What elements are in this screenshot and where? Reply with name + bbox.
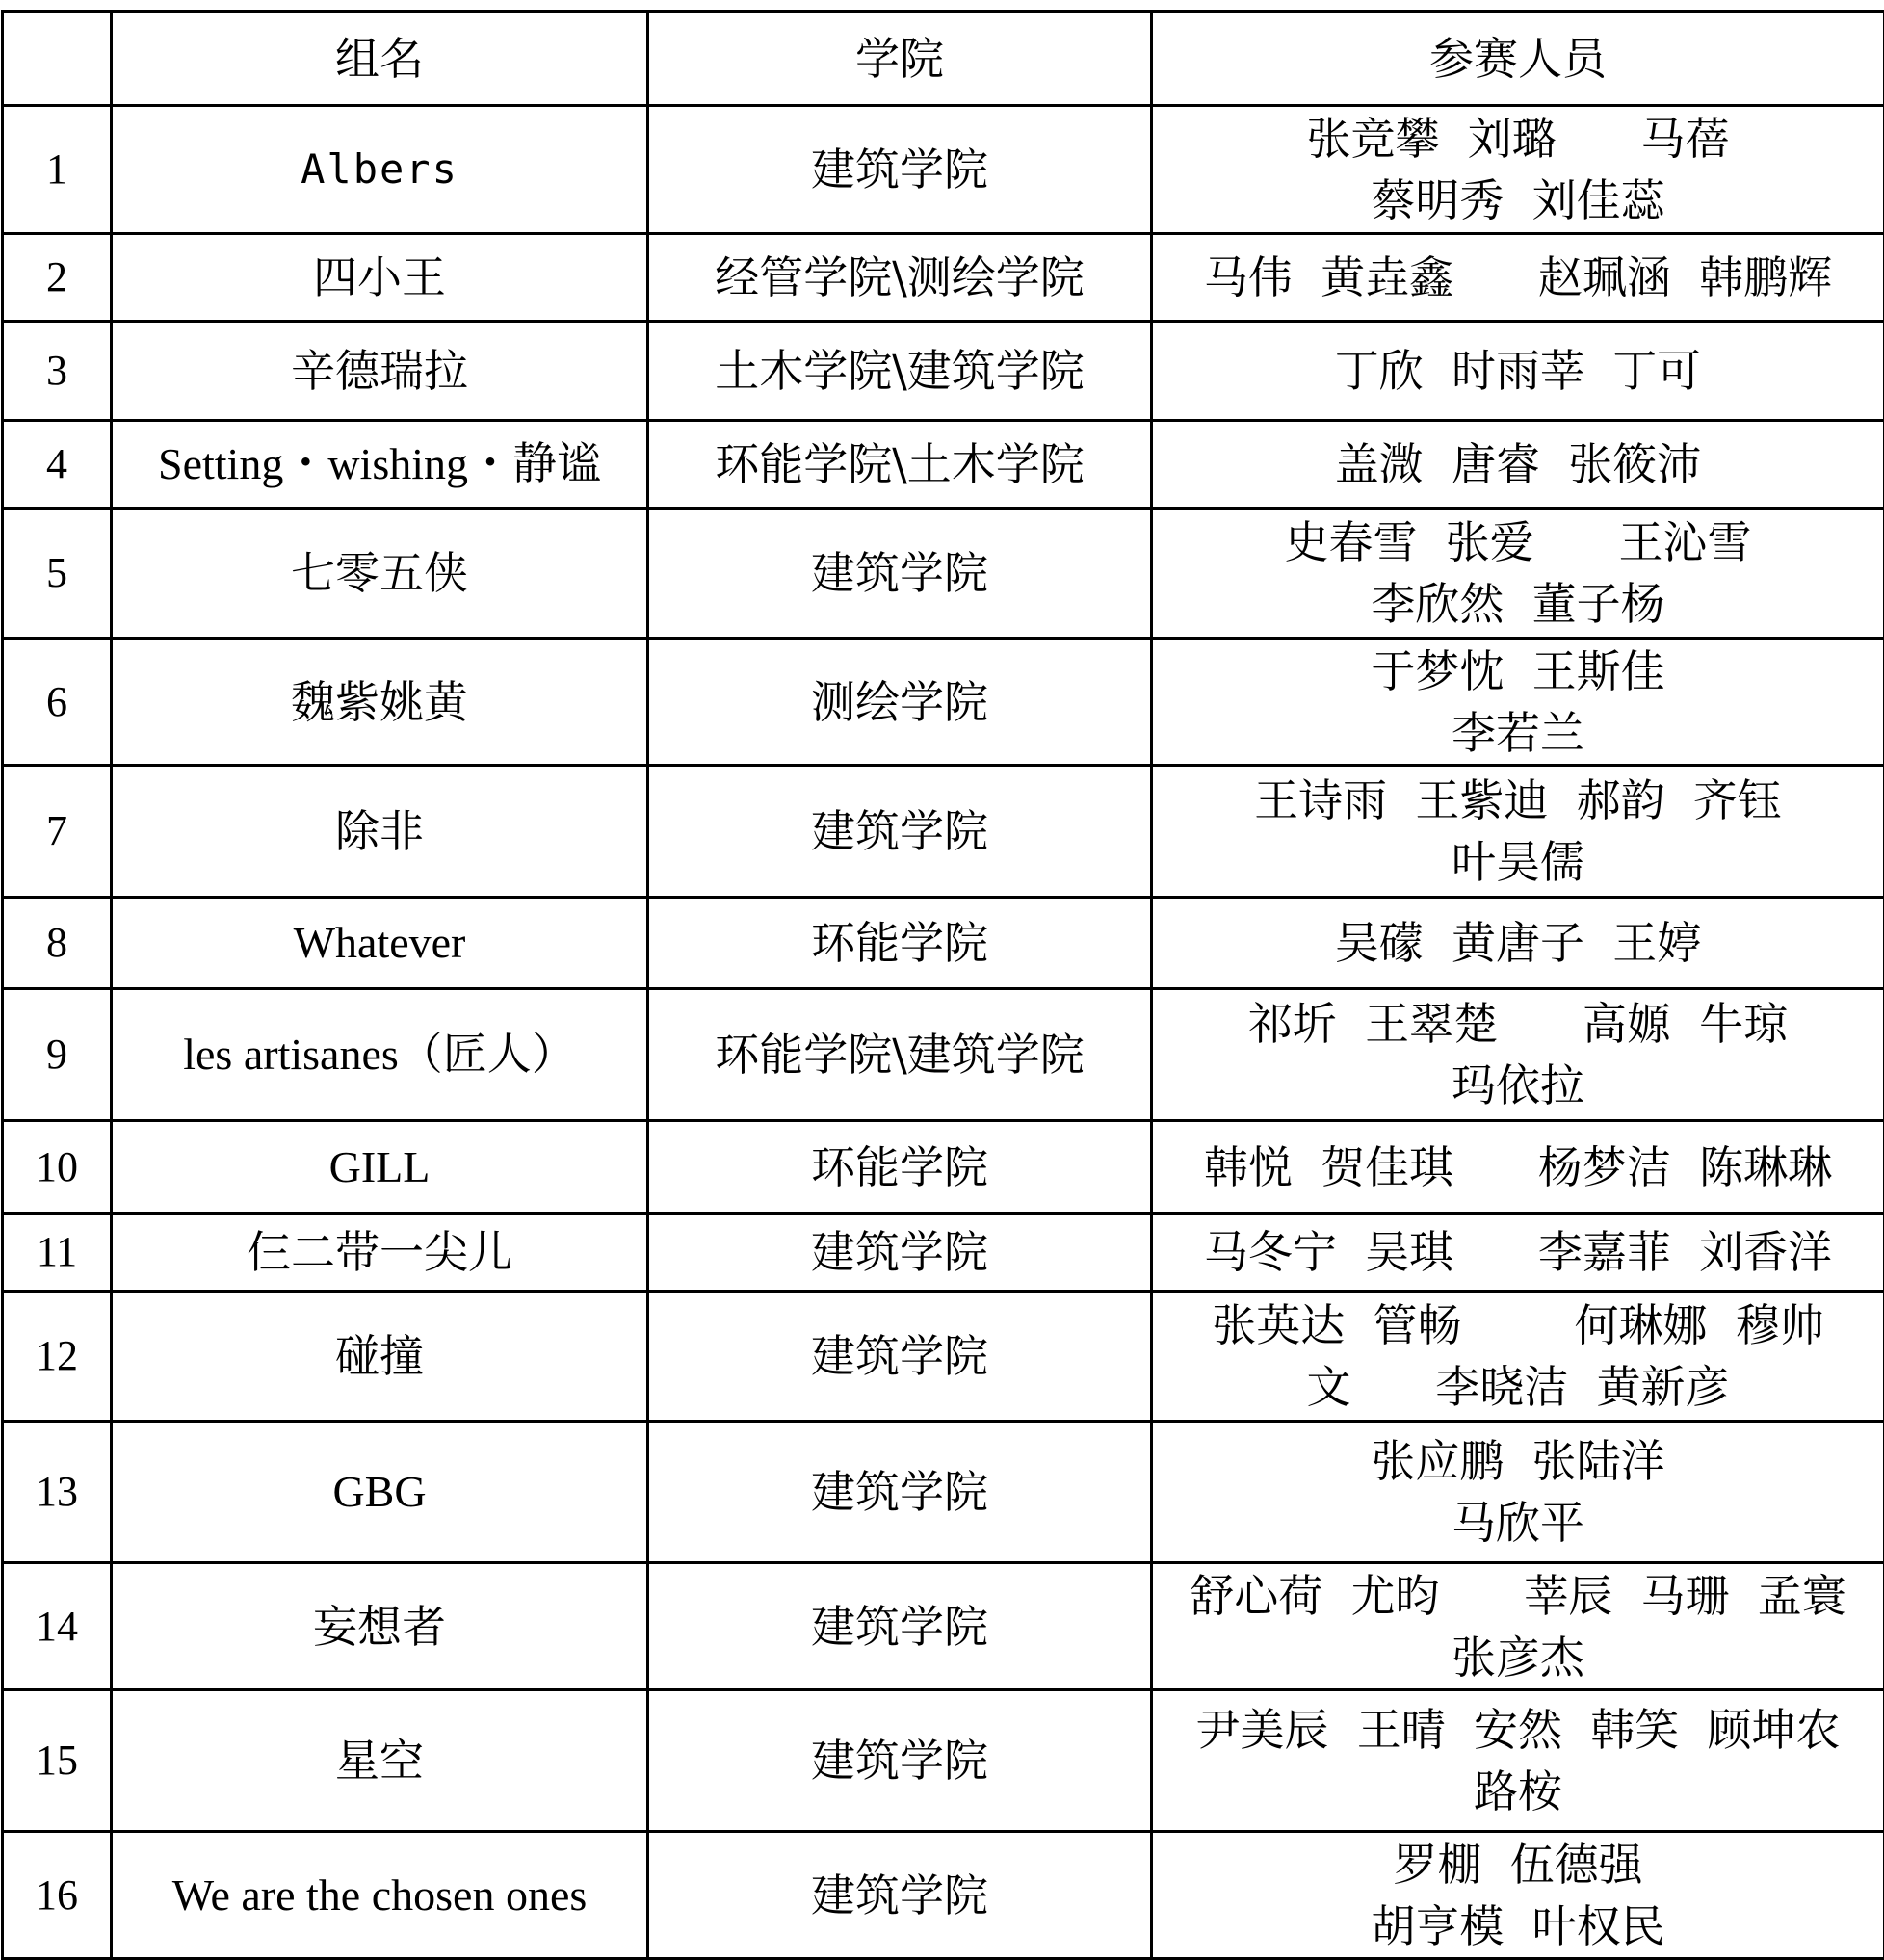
row-members: 马伟 黄垚鑫 赵珮涵 韩鹏辉 — [1152, 234, 1884, 322]
row-members: 丁欣 时雨莘 丁可 — [1152, 322, 1884, 421]
row-group: 辛德瑞拉 — [112, 322, 648, 421]
row-members: 祁圻 王翠楚 高嫄 牛琼 玛依拉 — [1152, 989, 1884, 1121]
row-college: 环能学院\土木学院 — [648, 421, 1152, 509]
row-group: 四小王 — [112, 234, 648, 322]
row-members: 张竞攀 刘璐 马蓓 蔡明秀 刘佳蕊 — [1152, 106, 1884, 234]
table-row — [3, 1832, 1884, 1959]
header-members: 参赛人员 — [1152, 12, 1884, 106]
row-group: Albers — [112, 106, 648, 234]
row-group: 魏紫姚黄 — [112, 639, 648, 766]
row-group: GBG — [112, 1422, 648, 1563]
table-row — [3, 1563, 1884, 1690]
row-college: 土木学院\建筑学院 — [648, 322, 1152, 421]
row-group: Whatever — [112, 898, 648, 989]
table-row — [3, 1690, 1884, 1832]
row-index: 2 — [3, 234, 112, 322]
row-college: 环能学院 — [648, 898, 1152, 989]
row-group: 七零五侠 — [112, 509, 648, 639]
row-college: 建筑学院 — [648, 766, 1152, 898]
row-college: 建筑学院 — [648, 1690, 1152, 1832]
row-group: Setting・wishing・静谧 — [112, 421, 648, 509]
row-group: 星空 — [112, 1690, 648, 1832]
header-group: 组名 — [112, 12, 648, 106]
row-index: 8 — [3, 898, 112, 989]
table-row — [3, 509, 1884, 639]
row-group: We are the chosen ones — [112, 1832, 648, 1959]
header-college: 学院 — [648, 12, 1152, 106]
row-group: 碰撞 — [112, 1292, 648, 1422]
table-row — [3, 1292, 1884, 1422]
row-members: 吴礞 黄唐子 王婷 — [1152, 898, 1884, 989]
table-row — [3, 898, 1884, 989]
row-members: 王诗雨 王紫迪 郝韵 齐钰 叶昊儒 — [1152, 766, 1884, 898]
row-college: 建筑学院 — [648, 1214, 1152, 1292]
table-row — [3, 766, 1884, 898]
row-members: 韩悦 贺佳琪 杨梦洁 陈琳琳 — [1152, 1121, 1884, 1214]
row-members: 舒心荷 尤昀 莘辰 马珊 孟寰 张彦杰 — [1152, 1563, 1884, 1690]
row-members: 史春雪 张爱 王沁雪 李欣然 董子杨 — [1152, 509, 1884, 639]
row-index: 10 — [3, 1121, 112, 1214]
row-college: 建筑学院 — [648, 1422, 1152, 1563]
table-header-row — [3, 12, 1884, 106]
table-row — [3, 989, 1884, 1121]
row-index: 1 — [3, 106, 112, 234]
row-group: 除非 — [112, 766, 648, 898]
row-group: GILL — [112, 1121, 648, 1214]
table-row — [3, 322, 1884, 421]
row-members: 张应鹏 张陆洋 马欣平 — [1152, 1422, 1884, 1563]
row-index: 11 — [3, 1214, 112, 1292]
row-group: 仨二带一尖儿 — [112, 1214, 648, 1292]
table-row — [3, 106, 1884, 234]
row-index: 7 — [3, 766, 112, 898]
row-index: 6 — [3, 639, 112, 766]
row-index: 5 — [3, 509, 112, 639]
row-college: 建筑学院 — [648, 509, 1152, 639]
table-row — [3, 1121, 1884, 1214]
row-index: 3 — [3, 322, 112, 421]
row-college: 环能学院\建筑学院 — [648, 989, 1152, 1121]
row-members: 于梦忱 王斯佳 李若兰 — [1152, 639, 1884, 766]
table-row — [3, 1214, 1884, 1292]
row-index: 16 — [3, 1832, 112, 1959]
row-college: 建筑学院 — [648, 1292, 1152, 1422]
row-college: 测绘学院 — [648, 639, 1152, 766]
row-group: les artisanes（匠人） — [112, 989, 648, 1121]
table-row — [3, 1422, 1884, 1563]
table-row — [3, 639, 1884, 766]
row-members: 马冬宁 吴琪 李嘉菲 刘香洋 — [1152, 1214, 1884, 1292]
row-index: 15 — [3, 1690, 112, 1832]
table-row — [3, 234, 1884, 322]
row-members: 尹美辰 王晴 安然 韩笑 顾坤农 路桉 — [1152, 1690, 1884, 1832]
row-index: 13 — [3, 1422, 112, 1563]
row-members: 张英达 管畅 何琳娜 穆帅 文 李晓洁 黄新彦 — [1152, 1292, 1884, 1422]
row-index: 9 — [3, 989, 112, 1121]
row-members: 盖溦 唐睿 张筱沛 — [1152, 421, 1884, 509]
header-index — [3, 12, 112, 106]
row-index: 14 — [3, 1563, 112, 1690]
row-group: 妄想者 — [112, 1563, 648, 1690]
row-college: 建筑学院 — [648, 106, 1152, 234]
row-college: 建筑学院 — [648, 1563, 1152, 1690]
row-members: 罗棚 伍德强 胡亨模 叶权民 — [1152, 1832, 1884, 1959]
row-index: 12 — [3, 1292, 112, 1422]
row-index: 4 — [3, 421, 112, 509]
row-college: 建筑学院 — [648, 1832, 1152, 1959]
participants-table — [1, 10, 1884, 1960]
row-college: 环能学院 — [648, 1121, 1152, 1214]
row-college: 经管学院\测绘学院 — [648, 234, 1152, 322]
table-row — [3, 421, 1884, 509]
